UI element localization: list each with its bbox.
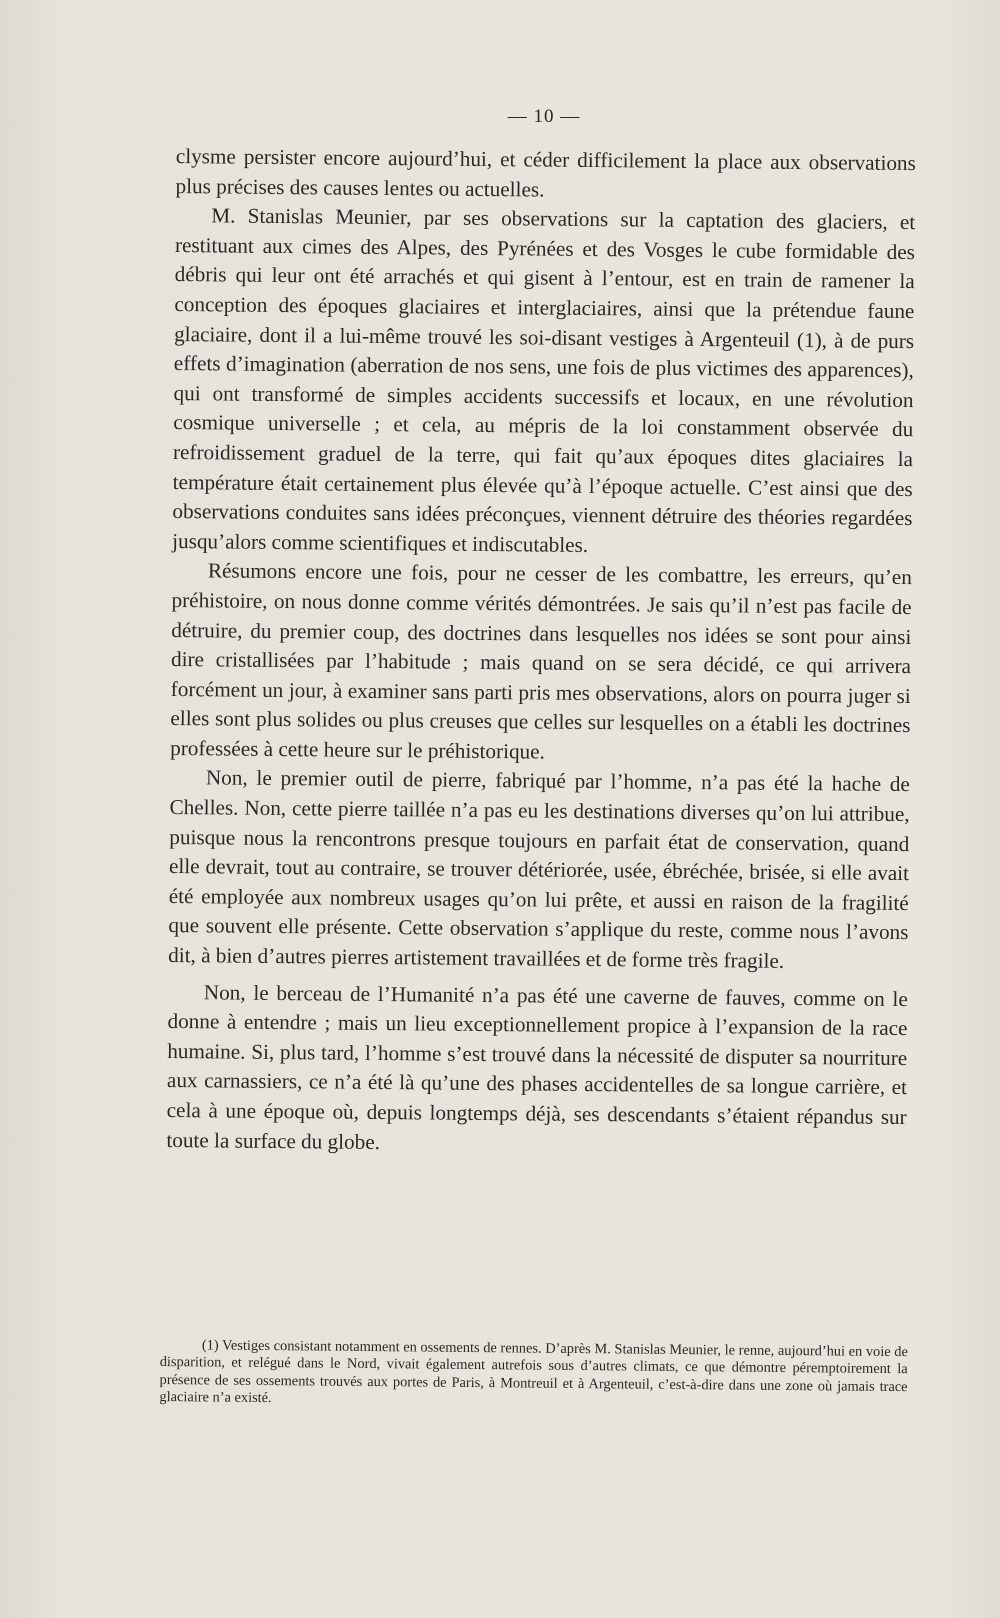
main-text <box>166 142 916 1162</box>
paragraph-5: Non, le berceau de l’Humanité n’a pas été une caverne de fauves, comme on le donne à entendre ; mais un lieu exceptionnellement propice à l’expansion de la race humaine. Si, plus tard, l’homme s’est trouvé dans la nécessité de disputer sa nourriture aux carnassiers, ce n’a été là qu’une des phases accidentelles de sa longue carrière, et cela à une époque où, depuis longtemps déjà, ses descendants s’étaient répandus sur toute la surface du globe. <box>166 979 908 1154</box>
paragraph-2: M. Stanislas Meunier, par ses observations sur la captation des glaciers, et restituant aux cimes des Alpes, des Pyrénées et des Vosges le cube formidable des débris qui leur ont été arrachés et qui gisent à l’entour, est en train de ramener la conception des époques glaciaires et interglaciaires, ainsi que la prétendue faune glaciaire, dont il a lui-même trouvé les soi-disant vestiges à Argenteuil (1), à de purs effets d’imagination (aberration de nos sens, une fois de plus victimes des apparences), qui ont transformé de simples accidents successifs et locaux, en une révolution cosmique universelle ; et cela, au mépris de la loi constamment observée du refroidissement graduel de la terre, qui fait qu’aux époques dites glaciaires la température était certainement plus élevée qu’à l’époque actuelle. C’est ainsi que des observations conduites sans idées préconçues, viennent détruire des théories regardées jusqu’alors comme scientifiques et indiscutables. <box>172 203 916 557</box>
page-number: — 10 — <box>507 106 581 127</box>
paragraph-4: Non, le premier outil de pierre, fabriqué par l’homme, n’a pas été la hache de Chelles. Non, cette pierre taillée n’a pas eu les destinations diverses qu’on lui attribue, puisque nous la rencontrons presque toujours en parfait état de conservation, quand elle devrait, tout au contraire, se trouver détériorée, usée, ébréchée, brisée, si elle avait été employée aux nombreux usages qu’on lui prête, et aussi en raison de la fragilité que souvent elle présente. Cette observation s’applique du reste, comme nous l’avons dit, à bien d’autres pierres artistement travaillées et de forme très fragile. <box>168 765 910 973</box>
footnotes <box>159 1337 908 1414</box>
paragraph-3: Résumons encore une fois, pour ne cesser de les combattre, les erreurs, qu’en préhistoire, on nous donne comme vérités démontrées. Je sais qu’il n’est pas facile de détruire, du premier coup, des doctrines dans lesquelles nos idées se sont pour ainsi dire cristallisées par l’habitude ; mais quand on se sera décidé, ce qui arrivera forcément un jour, à examiner sans parti pris mes observations, alors on pourra juger si elles sont plus solides ou plus creuses que celles sur lesquelles on a établi les doctrines professées à cette heure sur le préhistorique. <box>170 558 912 764</box>
paragraph-1: clysme persister encore aujourd’hui, et céder difficilement la place aux observations plus précises des causes lentes ou actuelles. <box>175 143 916 202</box>
footnote-1: (1) Vestiges consistant notamment en ossements de rennes. D’après M. Stanislas Meunier, le renne, aujourd’hui en voie de disparition, et relégué dans le Nord, vivait également autrefois sous d’autres climats, ce que démontre péremptoirement la présence de ses ossements trouvés aux portes de Paris, à Montreuil et à Argenteuil, c’est-à-dire dans une zone où jamais trace glaciaire n’a existé. <box>159 1337 908 1407</box>
